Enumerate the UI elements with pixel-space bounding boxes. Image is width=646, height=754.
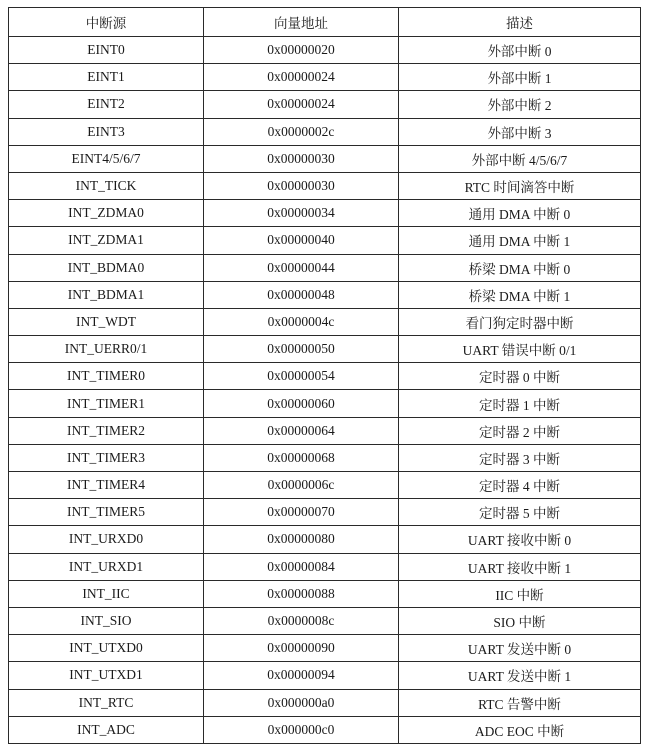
- table-row: [9, 172, 641, 199]
- cell-description: RTC 时间滴答中断: [399, 172, 641, 199]
- cell-vector-address: 0x00000030: [204, 145, 399, 172]
- table-row: [9, 526, 641, 553]
- table-row: [9, 417, 641, 444]
- cell-vector-address: 0x00000024: [204, 91, 399, 118]
- cell-interrupt-source: INT_RTC: [9, 689, 204, 716]
- header-vector-address: 向量地址: [204, 8, 399, 37]
- cell-vector-address: 0x0000004c: [204, 308, 399, 335]
- cell-vector-address: 0x00000070: [204, 499, 399, 526]
- cell-description: UART 发送中断 1: [399, 662, 641, 689]
- cell-description: 定时器 4 中断: [399, 472, 641, 499]
- cell-description: 外部中断 1: [399, 64, 641, 91]
- cell-vector-address: 0x00000020: [204, 37, 399, 64]
- cell-vector-address: 0x00000060: [204, 390, 399, 417]
- cell-vector-address: 0x0000008c: [204, 607, 399, 634]
- cell-description: UART 发送中断 0: [399, 635, 641, 662]
- table-row: [9, 499, 641, 526]
- table-row: [9, 580, 641, 607]
- cell-description: 定时器 0 中断: [399, 363, 641, 390]
- table-row: [9, 662, 641, 689]
- cell-interrupt-source: INT_URXD1: [9, 553, 204, 580]
- table-row: [9, 281, 641, 308]
- header-description: 描述: [399, 8, 641, 37]
- cell-description: 定时器 2 中断: [399, 417, 641, 444]
- cell-interrupt-source: INT_BDMA1: [9, 281, 204, 308]
- cell-interrupt-source: INT_UTXD1: [9, 662, 204, 689]
- cell-description: 通用 DMA 中断 0: [399, 200, 641, 227]
- cell-description: 外部中断 0: [399, 37, 641, 64]
- cell-interrupt-source: INT_UERR0/1: [9, 336, 204, 363]
- cell-description: 外部中断 4/5/6/7: [399, 145, 641, 172]
- table-row: [9, 390, 641, 417]
- cell-vector-address: 0x0000002c: [204, 118, 399, 145]
- cell-interrupt-source: INT_SIO: [9, 607, 204, 634]
- cell-interrupt-source: EINT0: [9, 37, 204, 64]
- cell-interrupt-source: INT_ZDMA0: [9, 200, 204, 227]
- cell-vector-address: 0x00000068: [204, 444, 399, 471]
- cell-vector-address: 0x00000088: [204, 580, 399, 607]
- cell-vector-address: 0x00000044: [204, 254, 399, 281]
- cell-interrupt-source: INT_TIMER4: [9, 472, 204, 499]
- cell-description: 定时器 5 中断: [399, 499, 641, 526]
- cell-interrupt-source: INT_ZDMA1: [9, 227, 204, 254]
- cell-description: UART 错误中断 0/1: [399, 336, 641, 363]
- cell-description: 看门狗定时器中断: [399, 308, 641, 335]
- cell-interrupt-source: INT_URXD0: [9, 526, 204, 553]
- table-body: [9, 37, 641, 744]
- cell-interrupt-source: INT_ADC: [9, 716, 204, 743]
- table-row: [9, 444, 641, 471]
- cell-description: 桥梁 DMA 中断 0: [399, 254, 641, 281]
- cell-vector-address: 0x00000050: [204, 336, 399, 363]
- cell-vector-address: 0x0000006c: [204, 472, 399, 499]
- table-row: [9, 200, 641, 227]
- cell-vector-address: 0x00000084: [204, 553, 399, 580]
- cell-interrupt-source: EINT3: [9, 118, 204, 145]
- cell-vector-address: 0x00000040: [204, 227, 399, 254]
- cell-interrupt-source: INT_WDT: [9, 308, 204, 335]
- table-row: [9, 227, 641, 254]
- cell-interrupt-source: INT_TIMER1: [9, 390, 204, 417]
- cell-description: IIC 中断: [399, 580, 641, 607]
- table-row: [9, 689, 641, 716]
- cell-vector-address: 0x000000a0: [204, 689, 399, 716]
- table-row: [9, 716, 641, 743]
- cell-vector-address: 0x000000c0: [204, 716, 399, 743]
- cell-description: ADC EOC 中断: [399, 716, 641, 743]
- cell-interrupt-source: INT_TICK: [9, 172, 204, 199]
- cell-description: 通用 DMA 中断 1: [399, 227, 641, 254]
- table-row: [9, 308, 641, 335]
- cell-vector-address: 0x00000090: [204, 635, 399, 662]
- table-row: [9, 64, 641, 91]
- cell-vector-address: 0x00000024: [204, 64, 399, 91]
- table-row: [9, 145, 641, 172]
- cell-interrupt-source: EINT2: [9, 91, 204, 118]
- cell-vector-address: 0x00000048: [204, 281, 399, 308]
- cell-interrupt-source: INT_UTXD0: [9, 635, 204, 662]
- cell-interrupt-source: EINT4/5/6/7: [9, 145, 204, 172]
- cell-vector-address: 0x00000054: [204, 363, 399, 390]
- cell-vector-address: 0x00000094: [204, 662, 399, 689]
- table-row: [9, 635, 641, 662]
- table-row: [9, 254, 641, 281]
- cell-description: RTC 告警中断: [399, 689, 641, 716]
- cell-description: 定时器 1 中断: [399, 390, 641, 417]
- cell-vector-address: 0x00000080: [204, 526, 399, 553]
- header-row: [9, 8, 641, 37]
- cell-description: SIO 中断: [399, 607, 641, 634]
- cell-interrupt-source: INT_TIMER5: [9, 499, 204, 526]
- table-header: [9, 8, 641, 37]
- table-row: [9, 553, 641, 580]
- cell-interrupt-source: INT_BDMA0: [9, 254, 204, 281]
- table-row: [9, 472, 641, 499]
- table-row: [9, 363, 641, 390]
- table-row: [9, 37, 641, 64]
- cell-description: 外部中断 2: [399, 91, 641, 118]
- cell-interrupt-source: INT_TIMER3: [9, 444, 204, 471]
- cell-interrupt-source: INT_IIC: [9, 580, 204, 607]
- cell-interrupt-source: EINT1: [9, 64, 204, 91]
- interrupt-vector-table-container: [8, 7, 640, 744]
- interrupt-vector-table: [8, 7, 641, 744]
- cell-vector-address: 0x00000064: [204, 417, 399, 444]
- cell-interrupt-source: INT_TIMER0: [9, 363, 204, 390]
- cell-description: UART 接收中断 1: [399, 553, 641, 580]
- cell-description: 外部中断 3: [399, 118, 641, 145]
- table-row: [9, 336, 641, 363]
- cell-description: 桥梁 DMA 中断 1: [399, 281, 641, 308]
- header-interrupt-source: 中断源: [9, 8, 204, 37]
- cell-interrupt-source: INT_TIMER2: [9, 417, 204, 444]
- table-row: [9, 607, 641, 634]
- cell-description: UART 接收中断 0: [399, 526, 641, 553]
- cell-vector-address: 0x00000034: [204, 200, 399, 227]
- table-row: [9, 118, 641, 145]
- cell-description: 定时器 3 中断: [399, 444, 641, 471]
- cell-vector-address: 0x00000030: [204, 172, 399, 199]
- table-row: [9, 91, 641, 118]
